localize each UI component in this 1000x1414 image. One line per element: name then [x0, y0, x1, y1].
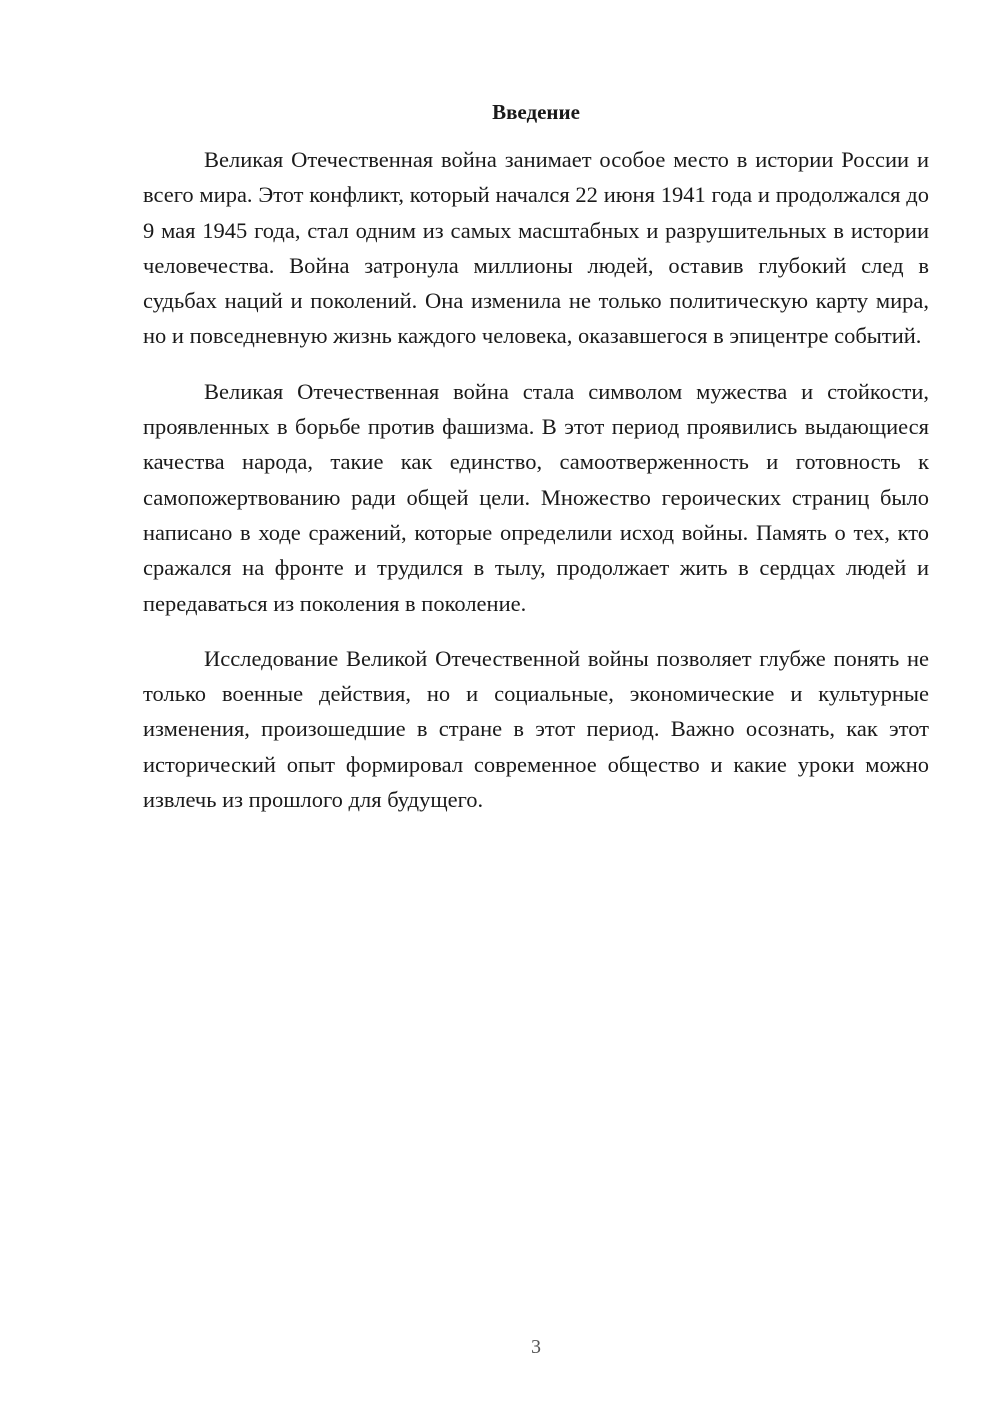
section-heading: Введение: [492, 100, 580, 124]
paragraph-1: Великая Отечественная война занимает особое место в истории России и всего мира. Этот конфликт, который начался 22 июня 1941 года и продолжался до 9 мая 1945 года, стал одним из самых масштабных и разрушительных в истории человечества. Война затронула миллионы людей, оставив глубокий след в судьбах наций и поколений. Она изменила не только политическую карту мира, но и повседневную жизнь каждого человека, оказавшегося в эпицентре событий.: [143, 147, 929, 349]
paragraph-3: Исследование Великой Отечественной войны позволяет глубже понять не только военные действия, но и социальные, экономические и культурные изменения, произошедшие в стране в этот период. Важно осознать, как этот исторический опыт формировал современное общество и какие уроки можно извлечь из прошлого для будущего.: [143, 645, 929, 813]
paragraph-2: Великая Отечественная война стала символом мужества и стойкости, проявленных в борьбе против фашизма. В этот период проявились выдающиеся качества народа, такие как единство, самоотверженность и готовность к самопожертвованию ради общей цели. Множество героических страниц было написано в ходе сражений, которые определили исход войны. Память о тех, кто сражался на фронте и трудился в тылу, продолжает жить в сердцах людей и передаваться из поколения в поколение.: [143, 378, 929, 616]
body-text: [143, 142, 929, 817]
page-number: 3: [531, 1336, 541, 1358]
